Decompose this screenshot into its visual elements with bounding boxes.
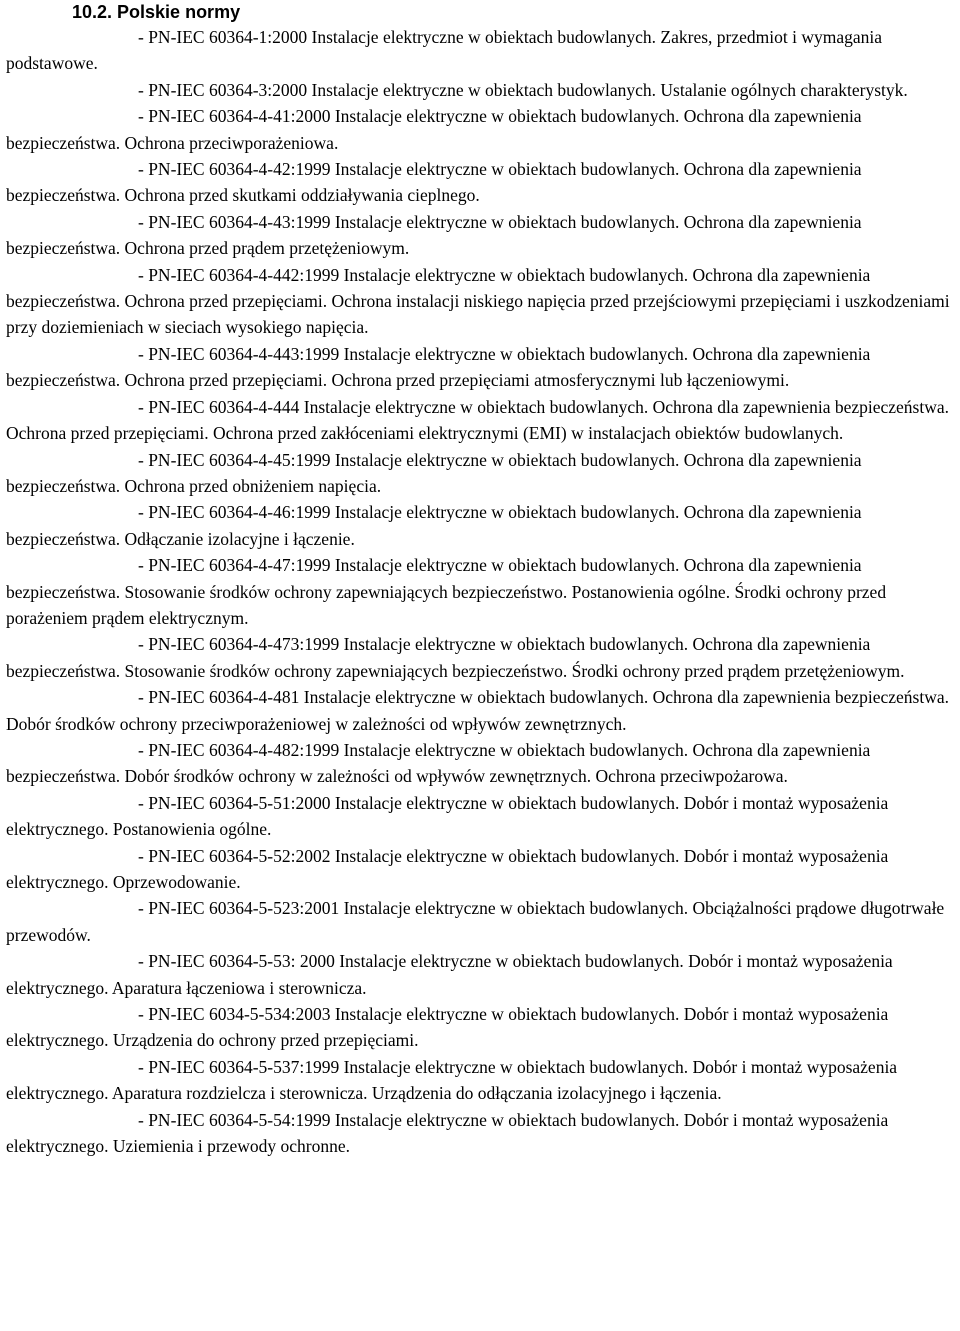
- document-page: [6, 0, 956, 1159]
- standard-entry: - PN-IEC 60364-1:2000 Instalacje elektryczne w obiektach budowlanych. Zakres, przedmiot i wymagania podstawowe.: [6, 27, 882, 74]
- standard-entry: - PN-IEC 60364-4-442:1999 Instalacje elektryczne w obiektach budowlanych. Ochrona dla zapewnienia bezpieczeństwa. Ochrona przed przepięciami. Ochrona instalacji niskiego napięcia przed przejściowymi przepięciami i uszkodzeniami przy doziemieniach w sieciach wysokiego napięcia.: [6, 264, 950, 338]
- standard-entry: - PN-IEC 60364-4-42:1999 Instalacje elektryczne w obiektach budowlanych. Ochrona dla zapewnienia bezpieczeństwa. Ochrona przed skutkami oddziaływania cieplnego.: [6, 159, 862, 206]
- standard-entry: - PN-IEC 60364-4-444 Instalacje elektryczne w obiektach budowlanych. Ochrona dla zapewnienia bezpieczeństwa. Ochrona przed przepięciami. Ochrona przed zakłóceniami elektrycznymi (EMI) w instalacjach obiektów budowlanych.: [6, 396, 949, 444]
- standard-entry: - PN-IEC 60364-4-473:1999 Instalacje elektryczne w obiektach budowlanych. Ochrona dla zapewnienia bezpieczeństwa. Stosowanie środków ochrony zapewniających bezpieczeństwo. Środki ochrony przed prądem przetężeniowym.: [6, 634, 905, 681]
- standards-list: [6, 24, 956, 1159]
- standard-entry: - PN-IEC 60364-5-537:1999 Instalacje elektryczne w obiektach budowlanych. Dobór i montaż wyposażenia elektrycznego. Aparatura rozdzielcza i sterownicza. Urządzenia do odłączania izolacyjnego i łączenia.: [6, 1056, 898, 1104]
- standard-entry: - PN-IEC 60364-4-43:1999 Instalacje elektryczne w obiektach budowlanych. Ochrona dla zapewnienia bezpieczeństwa. Ochrona przed prądem przetężeniowym.: [6, 211, 862, 259]
- standard-entry: - PN-IEC 60364-5-51:2000 Instalacje elektryczne w obiektach budowlanych. Dobór i montaż wyposażenia elektrycznego. Postanowienia ogólne.: [6, 792, 889, 840]
- standard-entry: - PN-IEC 60364-4-41:2000 Instalacje elektryczne w obiektach budowlanych. Ochrona dla zapewnienia bezpieczeństwa. Ochrona przeciwporażeniowa.: [6, 106, 862, 153]
- standard-entry: - PN-IEC 60364-4-46:1999 Instalacje elektryczne w obiektach budowlanych. Ochrona dla zapewnienia bezpieczeństwa. Odłączanie izolacyjne i łączenie.: [6, 502, 862, 549]
- standard-entry: - PN-IEC 60364-4-45:1999 Instalacje elektryczne w obiektach budowlanych. Ochrona dla zapewnienia bezpieczeństwa. Ochrona przed obniżeniem napięcia.: [6, 449, 862, 496]
- standard-entry: - PN-IEC 60364-4-481 Instalacje elektryczne w obiektach budowlanych. Ochrona dla zapewnienia bezpieczeństwa. Dobór środków ochrony przeciwporażeniowej w zależności od wpływów zewnętrznych.: [6, 687, 949, 734]
- standard-entry: - PN-IEC 60364-5-52:2002 Instalacje elektryczne w obiektach budowlanych. Dobór i montaż wyposażenia elektrycznego. Oprzewodowanie.: [6, 845, 889, 892]
- standard-entry: - PN-IEC 60364-4-482:1999 Instalacje elektryczne w obiektach budowlanych. Ochrona dla zapewnienia bezpieczeństwa. Dobór środków ochrony w zależności od wpływów zewnętrznych. Ochrona przeciwpożarowa.: [6, 739, 871, 787]
- standard-entry: - PN-IEC 60364-3:2000 Instalacje elektryczne w obiektach budowlanych. Ustalanie ogólnych charakterystyk.: [138, 79, 908, 100]
- standard-entry: - PN-IEC 60364-4-443:1999 Instalacje elektryczne w obiektach budowlanych. Ochrona dla zapewnienia bezpieczeństwa. Ochrona przed przepięciami. Ochrona przed przepięciami atmosferycznymi lub łączeniowymi.: [6, 343, 871, 391]
- standard-entry: - PN-IEC 60364-5-53: 2000 Instalacje elektryczne w obiektach budowlanych. Dobór i montaż wyposażenia elektrycznego. Aparatura łączeniowa i sterownicza.: [6, 951, 893, 998]
- standard-entry: - PN-IEC 6034-5-534:2003 Instalacje elektryczne w obiektach budowlanych. Dobór i montaż wyposażenia elektrycznego. Urządzenia do ochrony przed przepięciami.: [6, 1004, 889, 1051]
- standard-entry: - PN-IEC 60364-5-54:1999 Instalacje elektryczne w obiektach budowlanych. Dobór i montaż wyposażenia elektrycznego. Uziemienia i przewody ochronne.: [6, 1109, 889, 1157]
- standard-entry: - PN-IEC 60364-5-523:2001 Instalacje elektryczne w obiektach budowlanych. Obciążalności prądowe długotrwałe przewodów.: [6, 898, 945, 945]
- section-title: 10.2. Polskie normy: [72, 2, 241, 22]
- standard-entry: - PN-IEC 60364-4-47:1999 Instalacje elektryczne w obiektach budowlanych. Ochrona dla zapewnienia bezpieczeństwa. Stosowanie środków ochrony zapewniających bezpieczeństwo. Postanowienia ogólne. Środki ochrony przed porażeniem prądem elektrycznym.: [6, 555, 887, 628]
